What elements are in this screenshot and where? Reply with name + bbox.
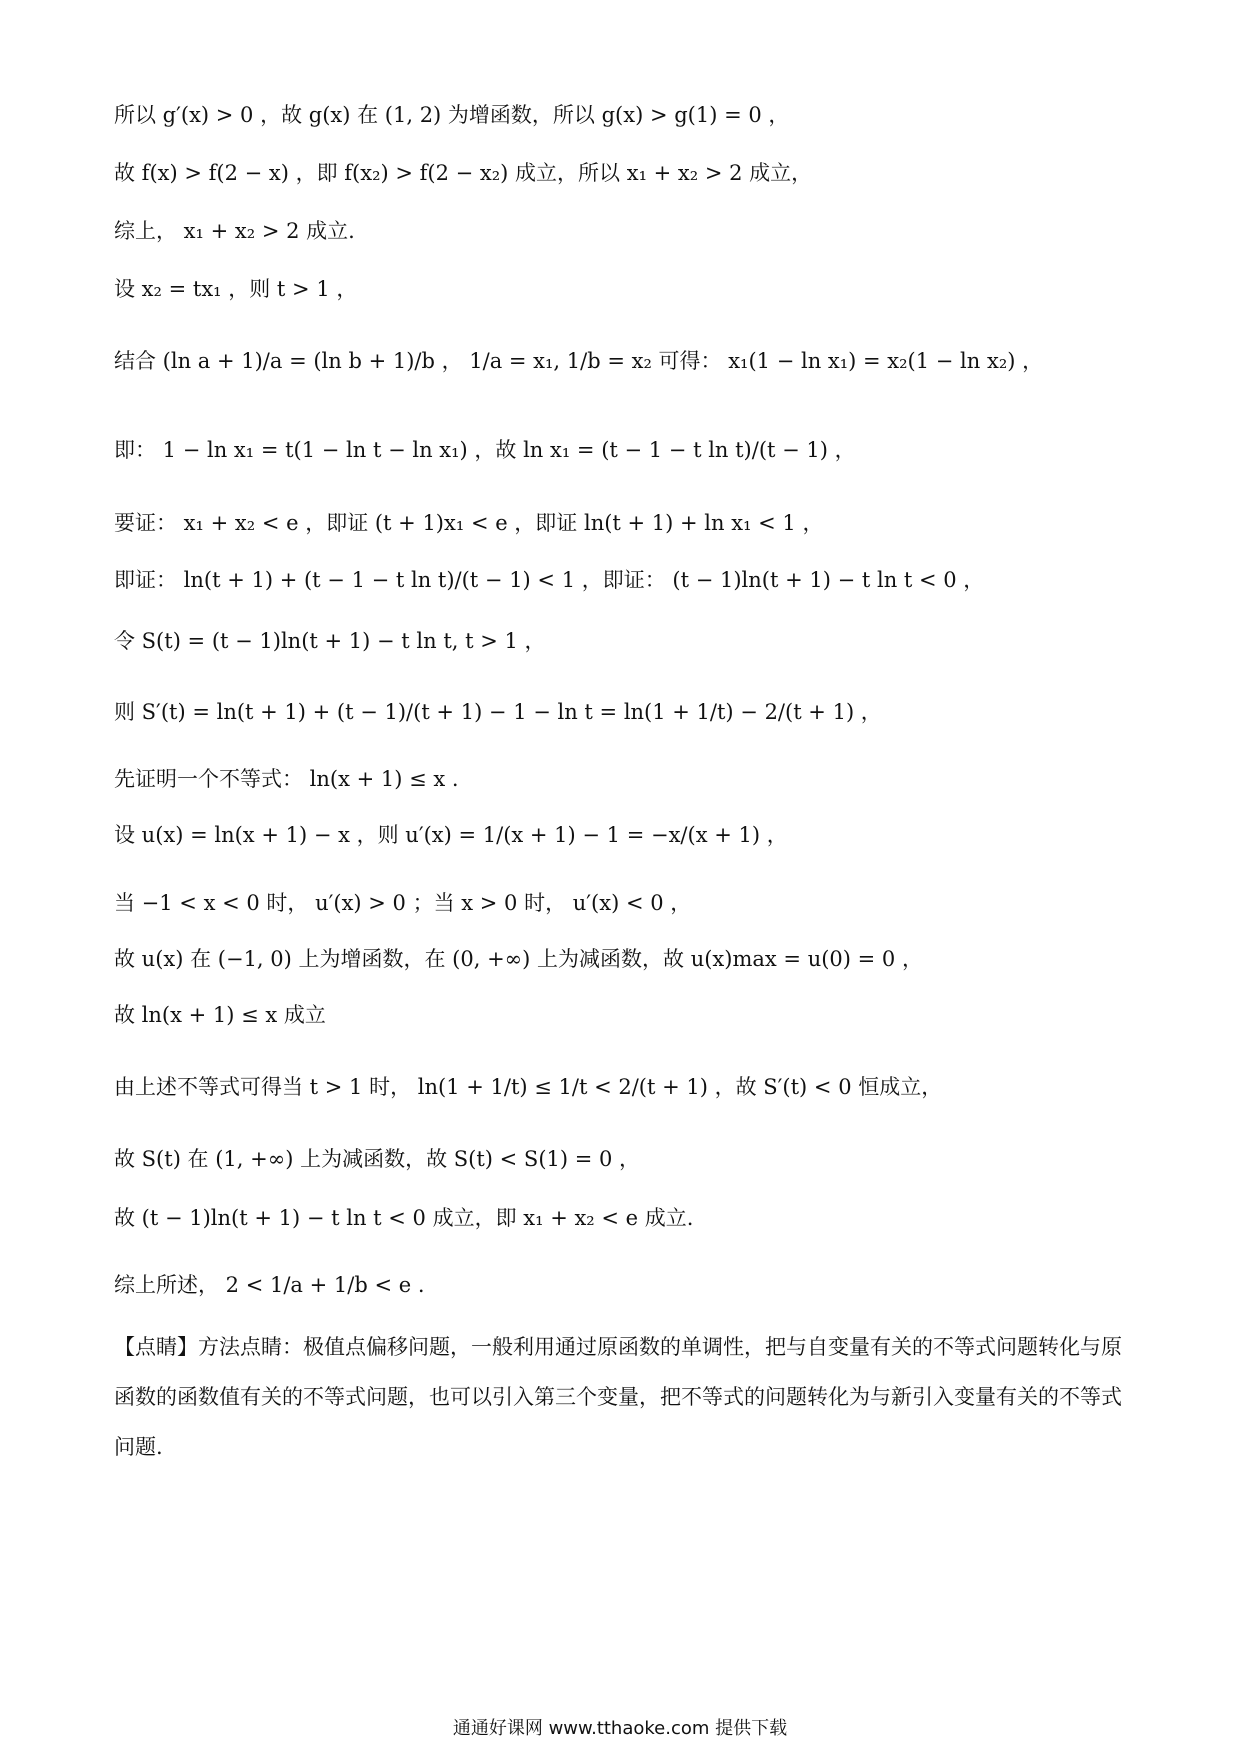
text-line: 故 f(x) > f(2 − x) ，即 f(x₂) > f(2 − x₂) 成立，所以 x₁ + x₂ > 2 成立， <box>114 161 813 185</box>
text-line: 故 (t − 1)ln(t + 1) − t ln t < 0 成立，即 x₁ + x₂ < e 成立. <box>114 1206 694 1230</box>
text-line: 则 S′(t) = ln(t + 1) + (t − 1)/(t + 1) − 1 − ln t = ln(1 + 1/t) − 2/(t + 1) ， <box>114 700 882 724</box>
text-line: 故 S(t) 在 (1, +∞) 上为减函数，故 S(t) < S(1) = 0 ， <box>114 1147 641 1171</box>
text-line: 即： 1 − ln x₁ = t(1 − ln t − ln x₁) ，故 ln x₁ = (t − 1 − t ln t)/(t − 1) ， <box>114 438 856 462</box>
text-line: 所以 g′(x) > 0 ，故 g(x) 在 (1, 2) 为增函数，所以 g(x) > g(1) = 0 ， <box>114 103 790 127</box>
text-line: 故 ln(x + 1) ≤ x 成立 <box>114 1003 326 1027</box>
text-line: 设 x₂ = tx₁ ，则 t > 1 ， <box>114 277 358 301</box>
text-line: 结合 (ln a + 1)/a = (ln b + 1)/b ， 1/a = x₁, 1/b = x₂ 可得： x₁(1 − ln x₁) = x₂(1 − ln x₂) ， <box>114 349 1044 373</box>
page-footer: 通通好课网 www.tthaoke.com 提供下载 <box>452 1718 788 1739</box>
text-line: 要证： x₁ + x₂ < e ，即证 (t + 1)x₁ < e ，即证 ln(t + 1) + ln x₁ < 1 ， <box>114 511 824 535</box>
text-line: 设 u(x) = ln(x + 1) − x ，则 u′(x) = 1/(x + 1) − 1 = −x/(x + 1) ， <box>114 823 788 847</box>
text-line: 综上， x₁ + x₂ > 2 成立. <box>114 219 355 243</box>
comment-paragraph: 【点睛】方法点睛：极值点偏移问题，一般利用通过原函数的单调性，把与自变量有关的不等式问题转化与原函数的函数值有关的不等式问题，也可以引入第三个变量，把不等式的问题转化为与新引入变量有关的不等式问题. <box>114 1335 1122 1459</box>
text-line: 即证： ln(t + 1) + (t − 1 − t ln t)/(t − 1) < 1 ，即证： (t − 1)ln(t + 1) − t ln t < 0 ， <box>114 568 985 592</box>
text-line: 先证明一个不等式： ln(x + 1) ≤ x . <box>114 767 459 791</box>
text-line: 故 u(x) 在 (−1, 0) 上为增函数，在 (0, +∞) 上为减函数，故 u(x)max = u(0) = 0 ， <box>114 947 923 971</box>
text-line: 当 −1 < x < 0 时， u′(x) > 0 ；当 x > 0 时， u′(x) < 0 ， <box>114 891 692 915</box>
text-line: 综上所述， 2 < 1/a + 1/b < e . <box>114 1273 425 1297</box>
text-line: 令 S(t) = (t − 1)ln(t + 1) − t ln t, t > 1 ， <box>114 629 546 653</box>
text-line: 由上述不等式可得当 t > 1 时， ln(1 + 1/t) ≤ 1/t < 2/(t + 1) ，故 S′(t) < 0 恒成立， <box>114 1075 943 1099</box>
